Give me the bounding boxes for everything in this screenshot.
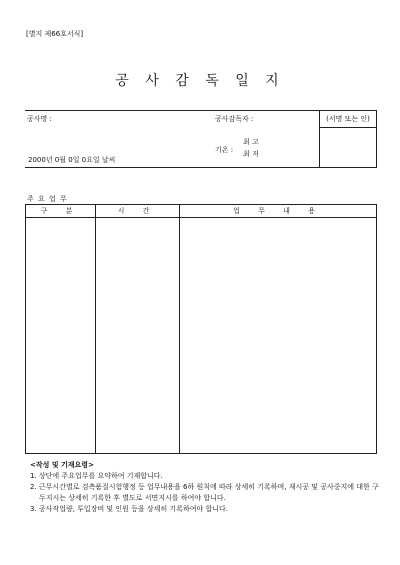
instructions-heading: <작성 및 기재요령> (30, 461, 94, 469)
temperature-label: 기온 : (215, 146, 234, 154)
project-name-label: 공사명 : (27, 115, 52, 123)
instruction-item: 3. 공사작업량, 투입장비 및 인원 등을 상세히 기록하여야 합니다. (30, 505, 228, 513)
main-duties-table (25, 204, 377, 454)
column-header-duty-content: 업 무 내 용 (233, 207, 323, 215)
page-title: 공 사 감 독 일 지 (115, 73, 285, 89)
section-title: 주 요 업 무 (27, 195, 68, 203)
time-cell[interactable] (96, 218, 179, 453)
column-header-category: 구 분 (40, 207, 81, 215)
signature-label: (서명 또는 인) (320, 111, 376, 128)
temperature-high: 최 고 (243, 138, 259, 146)
writing-instructions (30, 460, 380, 515)
temperature-low: 최 저 (243, 150, 259, 158)
date-weather-line: 2000년 0월 0일 0요일 날씨 (28, 156, 116, 164)
duty-content-cell[interactable] (180, 218, 376, 453)
column-header-time: 시 간 (117, 207, 158, 215)
supervisor-label: 공사감독자 : (215, 115, 254, 123)
instruction-item: 2. 근무시간별로 검측품질시험행정 등 업무내용을 6하 원칙에 따라 상세히 기록하며, 재시공 및 공사중지에 대한 구두지시는 상세히 기록한 후 별도로 서면지시를 하여야 합니다. (30, 483, 379, 502)
form-number: [별지 제66호서식] (26, 30, 84, 38)
signature-box[interactable] (319, 110, 377, 168)
category-cell[interactable] (26, 218, 95, 453)
instruction-item: 1. 상단에 주요업무를 요약하여 기재합니다. (30, 472, 163, 480)
header-bottom-line (25, 167, 377, 168)
